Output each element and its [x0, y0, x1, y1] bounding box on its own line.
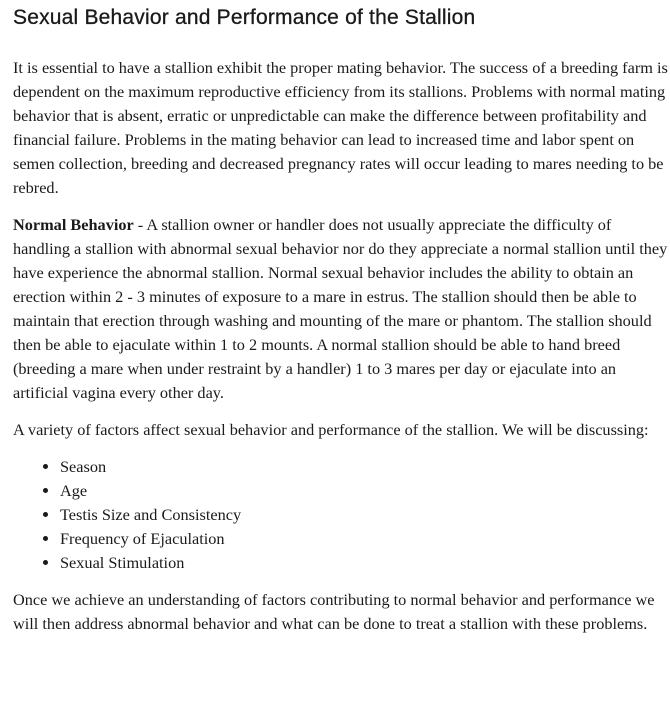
- list-item: • Frequency of Ejaculation: [60, 527, 670, 551]
- list-item: • Age: [60, 479, 670, 503]
- intro-paragraph: It is essential to have a stallion exhibit the proper mating behavior. The success of a breeding farm is dependent on the maximum reproductive efficiency from its stallions. Problems with normal mating behavior that is absent, erratic or unpredictable can make the difference between profitability and financial failure. Problems in the mating behavior can lead to increased time and labor spent on semen collection, breeding and decreased pregnancy rates will occur leading to mares needing to be rebred.: [13, 58, 668, 197]
- list-item: • Testis Size and Consistency: [60, 503, 670, 527]
- factors-list: [13, 455, 670, 575]
- conclusion-paragraph: Once we achieve an understanding of factors contributing to normal behavior and performance we will then address abnormal behavior and what can be done to treat a stallion with these problems.: [13, 590, 655, 633]
- normal-behavior-paragraph: [13, 213, 669, 405]
- list-item: • Season: [60, 455, 670, 479]
- page-title: Sexual Behavior and Performance of the Stallion: [13, 6, 476, 29]
- normal-behavior-heading: Normal Behavior: [13, 215, 134, 234]
- factors-intro-paragraph: A variety of factors affect sexual behavior and performance of the stallion. We will be discussing:: [13, 420, 649, 439]
- list-item: • Sexual Stimulation: [60, 551, 670, 575]
- normal-behavior-text: - A stallion owner or handler does not usually appreciate the difficulty of handling a stallion with abnormal sexual behavior nor do they appreciate a normal stallion until they have experience the abnormal stallion. Normal sexual behavior includes the ability to obtain an erection within 2 - 3 minutes of exposure to a mare in estrus. The stallion should then be able to maintain that erection through washing and mounting of the mare or phantom. The stallion should then be able to ejaculate within 1 to 2 mounts. A normal stallion should be able to hand breed (breeding a mare when under restraint by a handler) 1 to 3 mares per day or ejaculate into an artificial vagina every other day.: [13, 215, 668, 402]
